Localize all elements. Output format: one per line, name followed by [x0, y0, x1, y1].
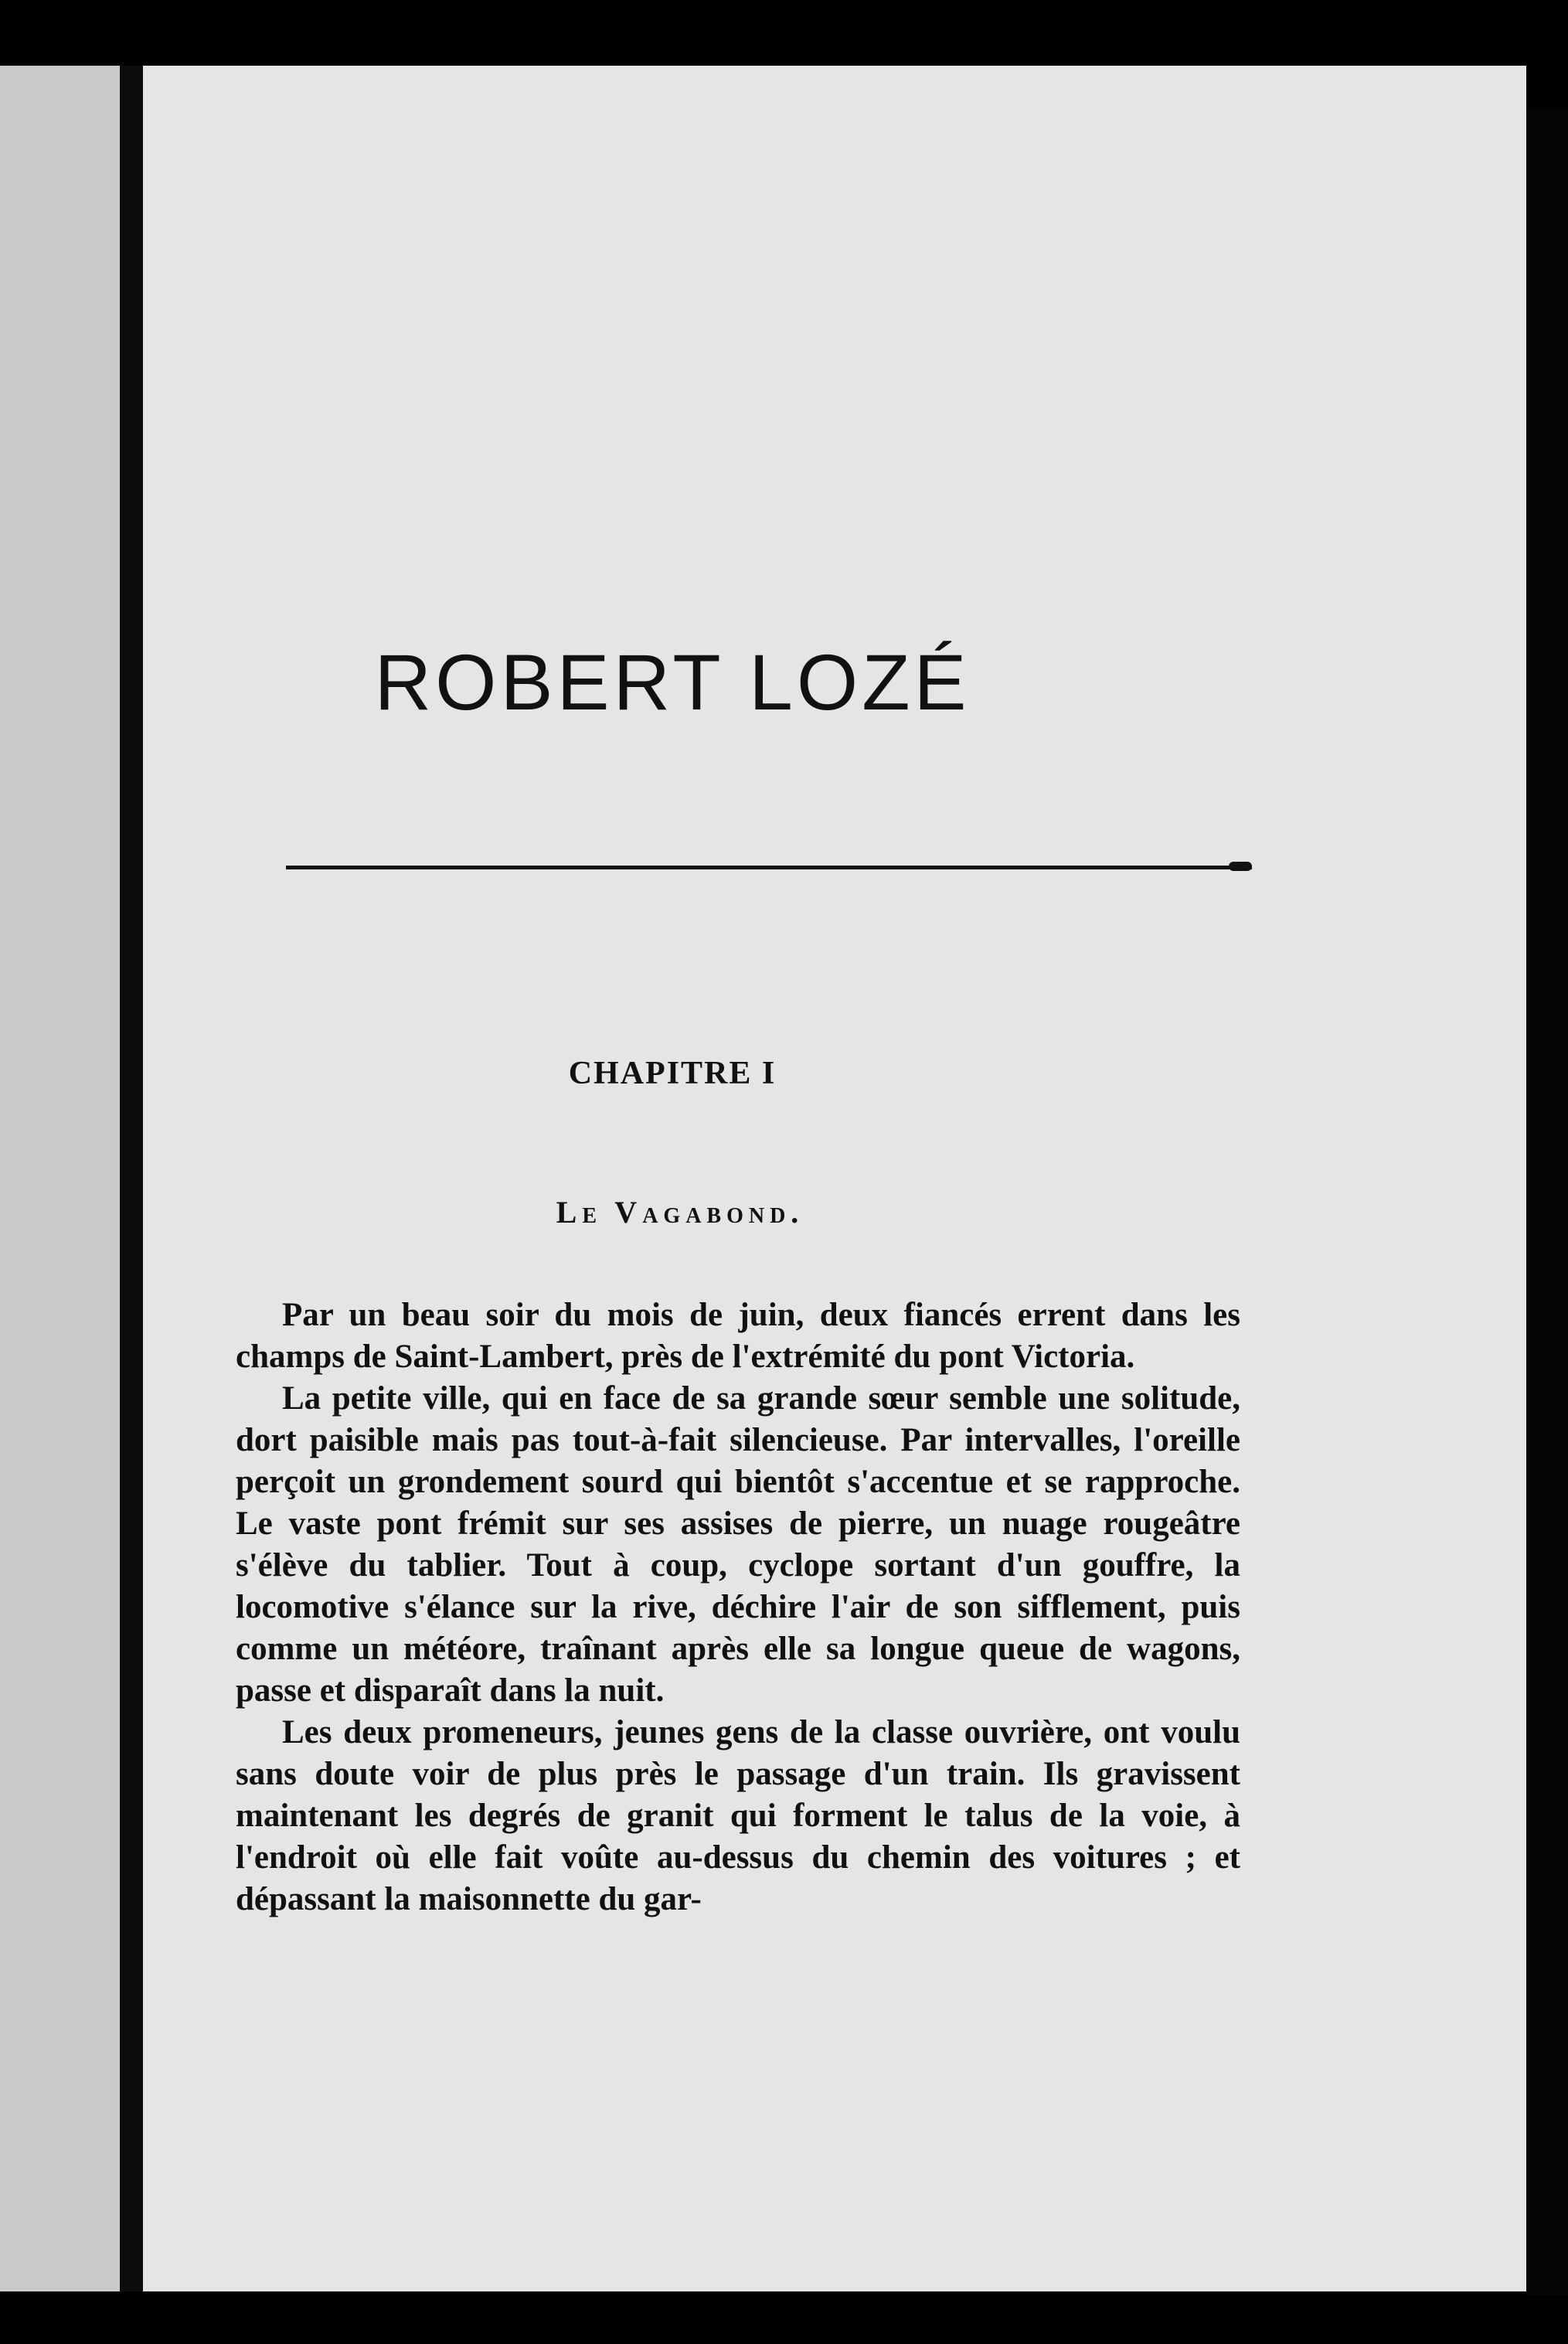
- scan-border: [1526, 108, 1568, 2295]
- chapter-subtitle: Le Vagabond.: [556, 1195, 804, 1230]
- body-text: [236, 1294, 1240, 1920]
- paragraph: Par un beau soir du mois de juin, deux fiancés errent dans les champs de Saint-Lambert, près de l'extrémité du pont Victoria.: [236, 1297, 1240, 1375]
- chapter-heading: CHAPITRE I: [568, 1056, 777, 1091]
- paragraph: La petite ville, qui en face de sa grande sœur semble une solitude, dort paisible mais pas tout-à-fait silencieuse. Par intervalles, l'oreille perçoit un grondement sourd qui bientôt s'accentue et se rapproche. Le vaste pont frémit sur ses assises de pierre, un nuage rougeâtre s'élève du tablier. Tout à coup, cyclope sortant d'un gouffre, la locomotive s'élance sur la rive, déchire l'air de son sifflement, puis comme un météore, traînant après elle sa longue queue de wagons, passe et disparaît dans la nuit.: [236, 1380, 1240, 1709]
- title-rule-end: [1229, 862, 1252, 871]
- facing-page-edge: [0, 66, 120, 2291]
- page-title: ROBERT LOZÉ: [374, 638, 971, 726]
- paragraph: Les deux promeneurs, jeunes gens de la classe ouvrière, ont voulu sans doute voir de plus près le passage d'un train. Ils gravissent maintenant les degrés de granit qui forment le talus de la voie, à l'endroit où elle fait voûte au-dessus du chemin des voitures ; et dépassant la maisonnette du gar-: [236, 1714, 1240, 1917]
- book-spine: [120, 66, 143, 2291]
- book-page: [143, 66, 1526, 2291]
- title-rule: [286, 866, 1252, 869]
